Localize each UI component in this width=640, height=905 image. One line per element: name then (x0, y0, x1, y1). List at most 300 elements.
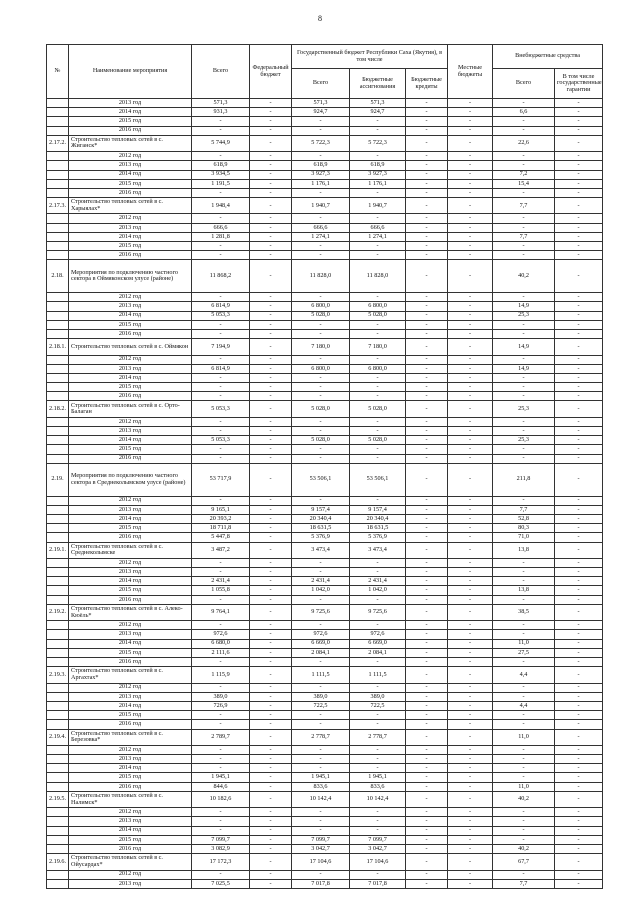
row-state-credits: - (406, 198, 448, 214)
row-local: - (448, 223, 493, 232)
row-state-total: 5 376,9 (292, 533, 350, 542)
header-state: Государственный бюджет Республики Саха (Якутия), в том числе (292, 45, 448, 69)
row-federal: - (250, 701, 292, 710)
row-local: - (448, 782, 493, 791)
row-number (47, 808, 69, 817)
row-total: 18 711,8 (192, 524, 250, 533)
row-state-grants: 5 028,0 (350, 401, 406, 417)
row-total: 1 055,8 (192, 586, 250, 595)
row-extra-total: - (493, 427, 555, 436)
row-state-total: 972,6 (292, 630, 350, 639)
row-federal: - (250, 339, 292, 355)
row-number (47, 179, 69, 188)
row-federal: - (250, 135, 292, 151)
row-extra-guarantees: - (555, 445, 603, 454)
row-state-grants: 17 104,6 (350, 854, 406, 870)
row-total: - (192, 683, 250, 692)
row-name: 2012 год (69, 621, 192, 630)
row-state-total: - (292, 355, 350, 364)
row-total: - (192, 454, 250, 463)
row-local: - (448, 401, 493, 417)
row-state-credits: - (406, 242, 448, 251)
row-extra-total: - (493, 496, 555, 505)
row-number (47, 417, 69, 426)
row-extra-guarantees: - (555, 692, 603, 701)
row-state-credits: - (406, 604, 448, 620)
row-federal: - (250, 232, 292, 241)
row-extra-total: 11,0 (493, 729, 555, 745)
row-local: - (448, 436, 493, 445)
row-extra-total: 6,6 (493, 108, 555, 117)
row-extra-total: - (493, 293, 555, 302)
row-extra-guarantees: - (555, 251, 603, 260)
row-number (47, 782, 69, 791)
row-local: - (448, 188, 493, 197)
row-federal: - (250, 188, 292, 197)
row-local: - (448, 835, 493, 844)
row-extra-total: - (493, 320, 555, 329)
row-extra-total: - (493, 355, 555, 364)
row-local: - (448, 595, 493, 604)
row-extra-guarantees: - (555, 108, 603, 117)
row-extra-guarantees: - (555, 667, 603, 683)
row-federal: - (250, 720, 292, 729)
row-name: 2012 год (69, 214, 192, 223)
row-state-grants: - (350, 373, 406, 382)
row-name: 2015 год (69, 179, 192, 188)
table-row-year (47, 251, 603, 260)
row-state-total: - (292, 445, 350, 454)
row-state-total: - (292, 454, 350, 463)
row-number (47, 701, 69, 710)
row-extra-total: 7,2 (493, 170, 555, 179)
row-number (47, 242, 69, 251)
row-local: - (448, 639, 493, 648)
row-local: - (448, 720, 493, 729)
row-total: 2 111,6 (192, 648, 250, 657)
row-state-credits: - (406, 445, 448, 454)
row-name: 2015 год (69, 835, 192, 844)
row-local: - (448, 604, 493, 620)
row-state-grants: 6 800,0 (350, 364, 406, 373)
row-federal: - (250, 293, 292, 302)
row-state-grants: - (350, 293, 406, 302)
row-federal: - (250, 514, 292, 523)
row-extra-total: - (493, 826, 555, 835)
row-local: - (448, 251, 493, 260)
row-state-credits: - (406, 533, 448, 542)
row-state-total: 2 778,7 (292, 729, 350, 745)
table-row-year (47, 311, 603, 320)
row-total: 666,6 (192, 223, 250, 232)
table-row-year (47, 648, 603, 657)
row-state-grants: - (350, 826, 406, 835)
table-row-year (47, 417, 603, 426)
row-state-credits: - (406, 568, 448, 577)
row-state-total: 7 017,8 (292, 879, 350, 888)
row-state-total: 5 028,0 (292, 436, 350, 445)
row-federal: - (250, 729, 292, 745)
row-state-total: 53 506,1 (292, 463, 350, 496)
row-local: - (448, 293, 493, 302)
row-state-credits: - (406, 630, 448, 639)
row-state-grants: 1 111,5 (350, 667, 406, 683)
row-local: - (448, 242, 493, 251)
row-number (47, 505, 69, 514)
row-total: 11 868,2 (192, 260, 250, 293)
row-state-total: 6 669,0 (292, 639, 350, 648)
row-state-grants: 571,3 (350, 99, 406, 108)
row-state-credits: - (406, 214, 448, 223)
row-extra-total: 7,7 (493, 879, 555, 888)
row-federal: - (250, 198, 292, 214)
row-extra-guarantees: - (555, 808, 603, 817)
table-row-year (47, 364, 603, 373)
row-federal: - (250, 436, 292, 445)
row-state-total: - (292, 117, 350, 126)
row-state-credits: - (406, 126, 448, 135)
row-extra-guarantees: - (555, 648, 603, 657)
row-extra-guarantees: - (555, 568, 603, 577)
row-state-grants: - (350, 870, 406, 879)
table-row-year (47, 586, 603, 595)
row-state-credits: - (406, 251, 448, 260)
row-extra-guarantees: - (555, 355, 603, 364)
row-local: - (448, 214, 493, 223)
row-state-credits: - (406, 595, 448, 604)
row-state-total: 5 028,0 (292, 311, 350, 320)
row-name: 2014 год (69, 373, 192, 382)
row-state-total: - (292, 496, 350, 505)
row-number (47, 214, 69, 223)
row-name: 2016 год (69, 782, 192, 791)
row-state-credits: - (406, 701, 448, 710)
header-extra: Внебюджетные средства (493, 45, 603, 69)
row-extra-guarantees: - (555, 729, 603, 745)
row-state-credits: - (406, 683, 448, 692)
row-state-credits: - (406, 392, 448, 401)
row-name: 2016 год (69, 188, 192, 197)
row-number (47, 879, 69, 888)
row-number: 2.19.4. (47, 729, 69, 745)
row-name: 2012 год (69, 417, 192, 426)
row-local: - (448, 854, 493, 870)
row-federal: - (250, 355, 292, 364)
row-extra-total: 7,7 (493, 198, 555, 214)
row-name: Мероприятия по подключению частного сектора в Оймяконском улусе (районе) (69, 260, 192, 293)
row-local: - (448, 427, 493, 436)
row-state-grants: 3 042,7 (350, 844, 406, 853)
row-state-credits: - (406, 320, 448, 329)
row-state-total: 9 157,4 (292, 505, 350, 514)
row-state-grants: - (350, 745, 406, 754)
table-row-year (47, 773, 603, 782)
row-name: 2012 год (69, 683, 192, 692)
row-state-credits: - (406, 808, 448, 817)
row-number (47, 383, 69, 392)
table-row-year (47, 293, 603, 302)
row-name: 2013 год (69, 302, 192, 311)
row-extra-total: 27,5 (493, 648, 555, 657)
row-extra-total: - (493, 711, 555, 720)
row-number: 2.18.1. (47, 339, 69, 355)
table-row-item (47, 542, 603, 558)
row-local: - (448, 586, 493, 595)
row-extra-total: - (493, 188, 555, 197)
row-number (47, 514, 69, 523)
table-row-year (47, 496, 603, 505)
row-name: 2016 год (69, 720, 192, 729)
row-local: - (448, 692, 493, 701)
table-row-year (47, 232, 603, 241)
row-state-total: - (292, 621, 350, 630)
row-state-total: 722,5 (292, 701, 350, 710)
row-state-credits: - (406, 835, 448, 844)
row-state-credits: - (406, 355, 448, 364)
table-row-year (47, 505, 603, 514)
row-extra-total: 25,3 (493, 436, 555, 445)
row-state-total: 11 828,0 (292, 260, 350, 293)
row-extra-total: - (493, 214, 555, 223)
row-federal: - (250, 311, 292, 320)
row-state-credits: - (406, 817, 448, 826)
row-state-grants: 5 028,0 (350, 436, 406, 445)
row-state-total: 6 800,0 (292, 364, 350, 373)
row-total: 6 680,0 (192, 639, 250, 648)
row-federal: - (250, 639, 292, 648)
row-name: 2012 год (69, 870, 192, 879)
table-row-year (47, 161, 603, 170)
row-state-credits: - (406, 135, 448, 151)
row-name: Строительство тепловых сетей в с. Ойусардах* (69, 854, 192, 870)
row-extra-guarantees: - (555, 373, 603, 382)
row-state-credits: - (406, 152, 448, 161)
table-row-year (47, 817, 603, 826)
row-number (47, 454, 69, 463)
row-name: Строительство тепловых сетей в с. Березовка* (69, 729, 192, 745)
row-total: 5 053,3 (192, 311, 250, 320)
row-local: - (448, 311, 493, 320)
row-state-total: 3 473,4 (292, 542, 350, 558)
row-state-grants: - (350, 188, 406, 197)
row-extra-guarantees: - (555, 879, 603, 888)
row-local: - (448, 683, 493, 692)
row-name: 2016 год (69, 126, 192, 135)
table-row-year (47, 355, 603, 364)
row-state-credits: - (406, 311, 448, 320)
row-number (47, 630, 69, 639)
row-extra-guarantees: - (555, 152, 603, 161)
row-local: - (448, 417, 493, 426)
row-local: - (448, 577, 493, 586)
row-extra-guarantees: - (555, 595, 603, 604)
row-name: 2012 год (69, 355, 192, 364)
table-row-year (47, 320, 603, 329)
row-local: - (448, 135, 493, 151)
row-extra-guarantees: - (555, 401, 603, 417)
row-total: 1 281,8 (192, 232, 250, 241)
row-number (47, 558, 69, 567)
row-number (47, 755, 69, 764)
row-number (47, 302, 69, 311)
row-federal: - (250, 99, 292, 108)
header-no: № (47, 45, 69, 99)
row-state-credits: - (406, 401, 448, 417)
row-number (47, 320, 69, 329)
row-name: Строительство тепловых сетей в с. Аргахтах* (69, 667, 192, 683)
table-row-year (47, 755, 603, 764)
row-state-grants: 3 927,3 (350, 170, 406, 179)
row-state-credits: - (406, 879, 448, 888)
row-extra-total: 14,9 (493, 302, 555, 311)
row-name: 2013 год (69, 568, 192, 577)
row-number (47, 293, 69, 302)
row-federal: - (250, 542, 292, 558)
row-federal: - (250, 179, 292, 188)
row-local: - (448, 844, 493, 853)
row-local: - (448, 764, 493, 773)
row-state-credits: - (406, 496, 448, 505)
row-state-credits: - (406, 223, 448, 232)
row-state-total: 1 940,7 (292, 198, 350, 214)
row-state-grants: - (350, 117, 406, 126)
row-extra-total: - (493, 630, 555, 639)
row-number (47, 745, 69, 754)
table-row-year (47, 302, 603, 311)
row-state-grants: 1 274,1 (350, 232, 406, 241)
row-name: 2014 год (69, 577, 192, 586)
row-federal: - (250, 242, 292, 251)
row-total: - (192, 427, 250, 436)
row-state-total: - (292, 764, 350, 773)
row-federal: - (250, 791, 292, 807)
row-extra-total: - (493, 126, 555, 135)
row-state-grants: 924,7 (350, 108, 406, 117)
row-state-credits: - (406, 514, 448, 523)
row-state-grants: 6 800,0 (350, 302, 406, 311)
row-state-grants: - (350, 392, 406, 401)
row-extra-total: 14,9 (493, 364, 555, 373)
row-state-credits: - (406, 188, 448, 197)
row-extra-total: 80,3 (493, 524, 555, 533)
row-local: - (448, 355, 493, 364)
row-local: - (448, 108, 493, 117)
row-state-grants: - (350, 445, 406, 454)
table-row-year (47, 179, 603, 188)
row-total: - (192, 711, 250, 720)
row-number: 2.18.2. (47, 401, 69, 417)
row-state-credits: - (406, 577, 448, 586)
row-local: - (448, 817, 493, 826)
table-row-item (47, 604, 603, 620)
row-state-grants: - (350, 558, 406, 567)
row-extra-total: 13,8 (493, 586, 555, 595)
row-federal: - (250, 364, 292, 373)
row-state-grants: 18 631,5 (350, 524, 406, 533)
row-extra-total: - (493, 568, 555, 577)
row-extra-guarantees: - (555, 630, 603, 639)
row-state-credits: - (406, 720, 448, 729)
row-state-grants: 722,5 (350, 701, 406, 710)
row-total: - (192, 658, 250, 667)
row-local: - (448, 729, 493, 745)
row-extra-guarantees: - (555, 711, 603, 720)
row-local: - (448, 711, 493, 720)
row-state-credits: - (406, 454, 448, 463)
row-state-total: - (292, 745, 350, 754)
row-total: 7 099,7 (192, 835, 250, 844)
row-extra-guarantees: - (555, 745, 603, 754)
row-state-total: - (292, 817, 350, 826)
header-state-total: Всего (292, 69, 350, 99)
row-state-grants: - (350, 808, 406, 817)
row-state-grants: - (350, 817, 406, 826)
row-state-grants: 6 669,0 (350, 639, 406, 648)
row-state-total: 389,0 (292, 692, 350, 701)
table-row-year (47, 108, 603, 117)
table-row-year (47, 392, 603, 401)
row-extra-guarantees: - (555, 835, 603, 844)
row-total: 5 744,9 (192, 135, 250, 151)
row-number (47, 427, 69, 436)
row-local: - (448, 568, 493, 577)
row-state-total: - (292, 293, 350, 302)
row-local: - (448, 179, 493, 188)
row-local: - (448, 152, 493, 161)
row-extra-guarantees: - (555, 302, 603, 311)
table-row-year (47, 711, 603, 720)
row-name: 2016 год (69, 844, 192, 853)
row-local: - (448, 514, 493, 523)
row-local: - (448, 302, 493, 311)
row-total: - (192, 355, 250, 364)
row-extra-total: 71,0 (493, 533, 555, 542)
table-row-year (47, 658, 603, 667)
row-extra-guarantees: - (555, 364, 603, 373)
row-name: 2014 год (69, 826, 192, 835)
row-total: - (192, 188, 250, 197)
row-name: 2015 год (69, 586, 192, 595)
row-local: - (448, 198, 493, 214)
row-extra-total: 11,0 (493, 639, 555, 648)
row-state-credits: - (406, 505, 448, 514)
row-state-total: - (292, 711, 350, 720)
row-state-total: - (292, 417, 350, 426)
row-extra-total: 52,8 (493, 514, 555, 523)
table-row-year (47, 445, 603, 454)
row-name: 2013 год (69, 692, 192, 701)
row-state-grants: 20 340,4 (350, 514, 406, 523)
row-state-total: 18 631,5 (292, 524, 350, 533)
row-federal: - (250, 835, 292, 844)
row-state-total: 7 099,7 (292, 835, 350, 844)
row-name: 2014 год (69, 514, 192, 523)
row-extra-guarantees: - (555, 392, 603, 401)
row-total: 20 393,2 (192, 514, 250, 523)
row-federal: - (250, 251, 292, 260)
row-state-grants: - (350, 320, 406, 329)
row-name: 2015 год (69, 383, 192, 392)
row-state-credits: - (406, 524, 448, 533)
row-total: 931,3 (192, 108, 250, 117)
row-total: - (192, 152, 250, 161)
row-state-total: 924,7 (292, 108, 350, 117)
row-name: 2016 год (69, 454, 192, 463)
row-extra-guarantees: - (555, 505, 603, 514)
row-local: - (448, 392, 493, 401)
row-state-credits: - (406, 658, 448, 667)
row-federal: - (250, 667, 292, 683)
